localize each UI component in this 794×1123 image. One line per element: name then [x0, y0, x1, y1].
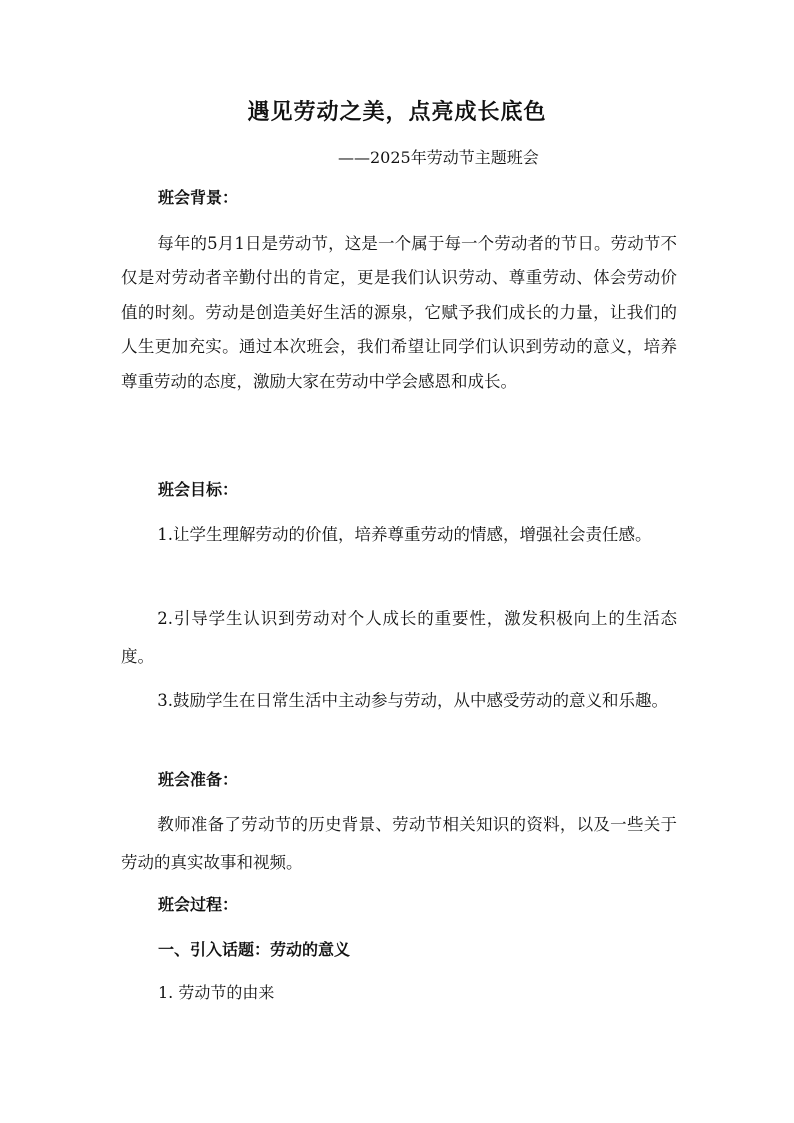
background-paragraph: 每年的5月1日是劳动节，这是一个属于每一个劳动者的节日。劳动节不仅是对劳动者辛勤付出的肯定，更是我们认识劳动、尊重劳动、体会劳动价值的时刻。劳动是创造美好生活的源泉，它赋予我们成长的力量，让我们的人生更加充实。通过本次班会，我们希望让同学们认识到劳动的意义，培养尊重劳动的态度，激励大家在劳动中学会感恩和成长。: [121, 234, 677, 391]
goal-item-2: 2.引导学生认识到劳动对个人成长的重要性，激发积极向上的生活态度。: [121, 609, 677, 666]
goal-item-1: 1.让学生理解劳动的价值，培养尊重劳动的情感，增强社会责任感。: [157, 525, 652, 544]
section-one-heading: 一、引入话题：劳动的意义: [158, 940, 351, 959]
document-title: 遇见劳动之美，点亮成长底色: [247, 100, 547, 125]
goal-item-3: 3.鼓励学生在日常生活中主动参与劳动，从中感受劳动的意义和乐趣。: [157, 691, 669, 710]
preparation-paragraph: 教师准备了劳动节的历史背景、劳动节相关知识的资料，以及一些关于劳动的真实故事和视频。: [121, 815, 677, 872]
goals-heading: 班会目标：: [158, 480, 239, 499]
document-subtitle: ——2025年劳动节主题班会: [338, 148, 539, 167]
process-heading: 班会过程：: [158, 895, 239, 914]
preparation-heading: 班会准备：: [158, 770, 239, 789]
background-heading: 班会背景：: [158, 188, 239, 207]
section-one-item: 1. 劳动节的由来: [158, 983, 275, 1002]
